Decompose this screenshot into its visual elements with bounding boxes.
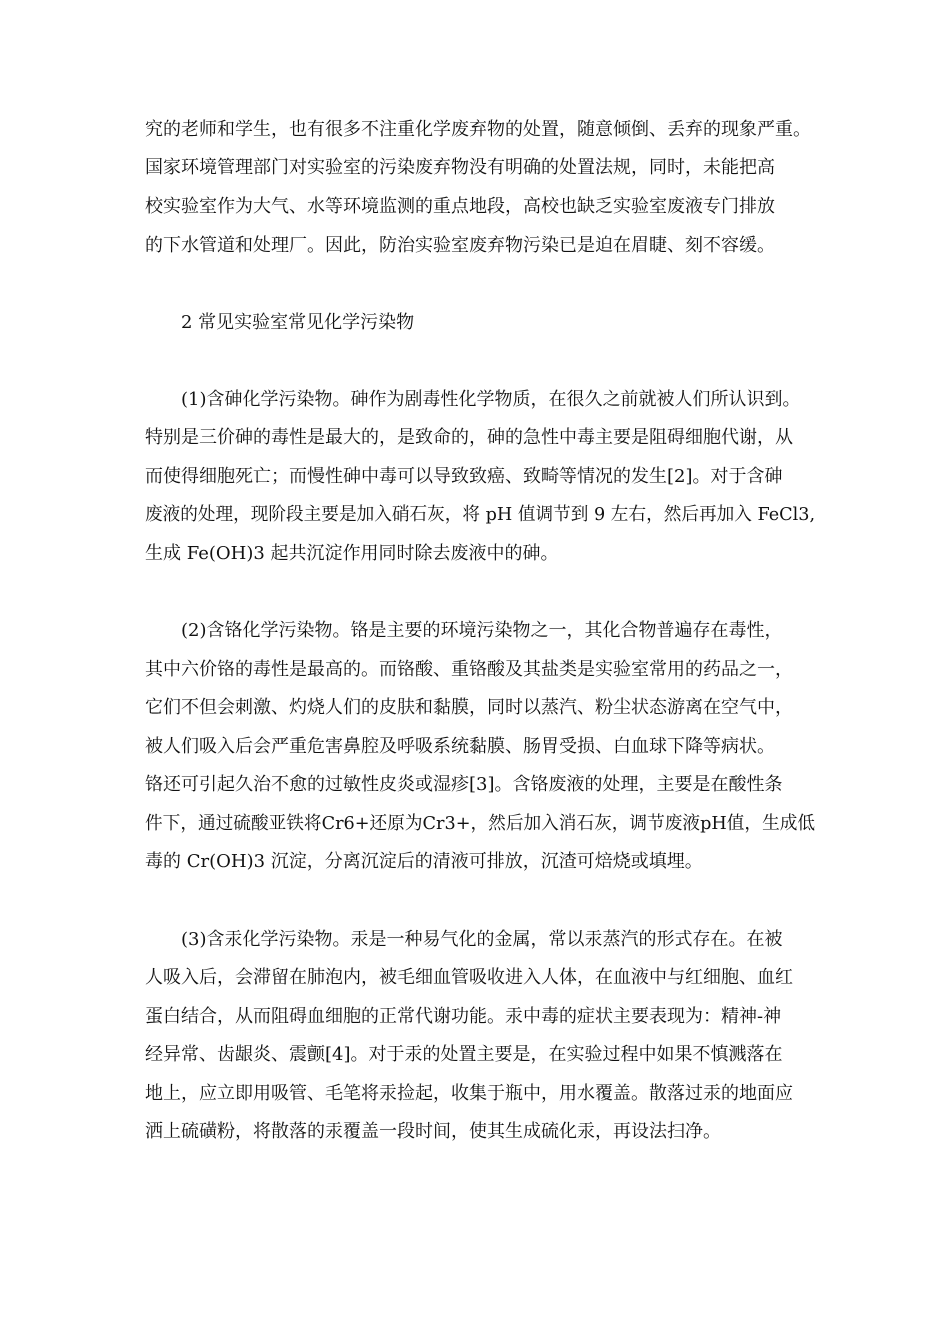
text-line: 被人们吸入后会严重危害鼻腔及呼吸系统黏膜、肠胃受损、白血球下降等病状。: [145, 736, 775, 757]
text-line: 校实验室作为大气、水等环境监测的重点地段，高校也缺乏实验室废液专门排放: [145, 196, 775, 217]
text-line: 洒上硫磺粉，将散落的汞覆盖一段时间，使其生成硫化汞，再设法扫净。: [145, 1121, 721, 1142]
text-line: (3)含汞化学污染物。汞是一种易气化的金属，常以汞蒸汽的形式存在。在被: [181, 929, 783, 950]
text-line: 废液的处理，现阶段主要是加入硝石灰，将 pH 值调节到 9 左右，然后再加入 FeCl3,: [145, 504, 816, 525]
text-line: 的下水管道和处理厂。因此，防治实验室废弃物污染已是迫在眉睫、刻不容缓。: [145, 235, 775, 256]
section-heading: 2 常见实验室常见化学污染物: [181, 312, 415, 333]
text-line: 人吸入后，会滞留在肺泡内，被毛细血管吸收进入人体，在血液中与红细胞、血红: [145, 967, 793, 988]
text-line: 蛋白结合，从而阻碍血细胞的正常代谢功能。汞中毒的症状主要表现为：精神-神: [145, 1006, 782, 1027]
text-line: 特别是三价砷的毒性是最大的，是致命的，砷的急性中毒主要是阻碍细胞代谢，从: [145, 427, 793, 448]
text-line: 铬还可引起久治不愈的过敏性皮炎或湿疹[3]。含铬废液的处理，主要是在酸性条: [145, 774, 783, 795]
text-line: 件下，通过硫酸亚铁将Cr6+还原为Cr3+，然后加入消石灰，调节废液pH值，生成低: [145, 813, 816, 834]
text-line: 国家环境管理部门对实验室的污染废弃物没有明确的处置法规，同时，未能把高: [145, 157, 775, 178]
text-line: (2)含铬化学污染物。铬是主要的环境污染物之一，其化合物普遍存在毒性，: [181, 620, 783, 641]
text-line: 其中六价铬的毒性是最高的。而铬酸、重铬酸及其盐类是实验室常用的药品之一，: [145, 659, 793, 680]
text-line: 地上，应立即用吸管、毛笔将汞捡起，收集于瓶中，用水覆盖。散落过汞的地面应: [145, 1083, 793, 1104]
text-line: 生成 Fe(OH)3 起共沉淀作用同时除去废液中的砷。: [145, 543, 559, 564]
text-line: 毒的 Cr(OH)3 沉淀，分离沉淀后的清液可排放，沉渣可焙烧或填埋。: [145, 851, 703, 872]
text-line: 而使得细胞死亡；而慢性砷中毒可以导致致癌、致畸等情况的发生[2]。对于含砷: [145, 466, 783, 487]
text-line: (1)含砷化学污染物。砷作为剧毒性化学物质，在很久之前就被人们所认识到。: [181, 389, 801, 410]
text-line: 经异常、齿龈炎、震颤[4]。对于汞的处置主要是，在实验过程中如果不慎溅落在: [145, 1044, 783, 1065]
text-line: 究的老师和学生，也有很多不注重化学废弃物的处置，随意倾倒、丢弃的现象严重。: [145, 119, 811, 140]
text-line: 它们不但会刺激、灼烧人们的皮肤和黏膜，同时以蒸汽、粉尘状态游离在空气中，: [145, 697, 793, 718]
